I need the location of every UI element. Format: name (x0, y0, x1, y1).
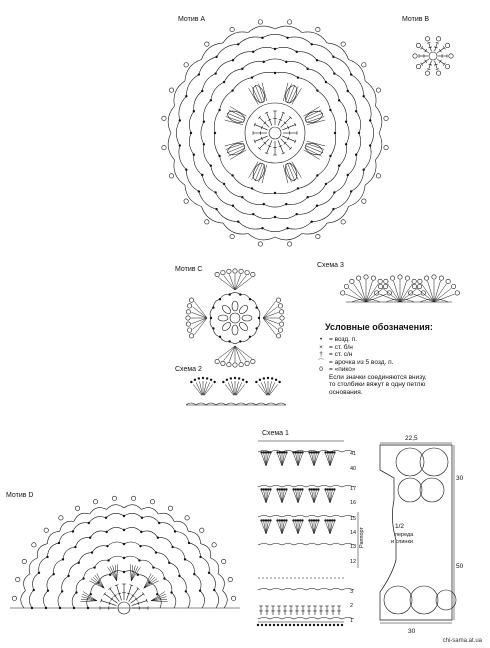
motif-placement (436, 590, 456, 610)
rapport-label: Раппорт (359, 526, 365, 548)
row-number: 13 (350, 544, 357, 550)
motif-b-label: Мотив В (402, 16, 430, 23)
pattern-label-2: и спинки (391, 539, 413, 545)
row-number: 17 (350, 486, 357, 492)
double-crochet-icon: † (319, 351, 323, 358)
motif-placement (410, 586, 438, 614)
motif-placement (420, 478, 444, 502)
pattern-label-1: переда (395, 532, 414, 538)
arch-icon: ⌒ (317, 358, 325, 366)
row-number: 1 (350, 618, 354, 624)
dim-upper: 30 (456, 475, 464, 482)
motif-placement (398, 478, 422, 502)
chain-icon: • (319, 336, 323, 343)
dim-lower: 50 (456, 563, 464, 570)
dim-bottom: 30 (408, 628, 416, 635)
row-number: 16 (350, 500, 357, 506)
scheme-2-label: Схема 2 (175, 366, 202, 373)
motif-c-label: Мотив С (175, 266, 203, 273)
row-number: 12 (350, 559, 357, 565)
row-number: 41 (350, 451, 357, 457)
legend-item: 0 = «пико» (316, 366, 486, 374)
legend-note-3: основания. (329, 388, 363, 396)
watermark: chi-sama.at.ua (442, 638, 482, 644)
legend-title: Условные обозначения: (325, 322, 433, 332)
legend-item: ⌒ = арочка из 5 возд. п. (317, 358, 394, 366)
row-number: 3 (350, 589, 354, 595)
pattern-fraction: 1/2 (395, 523, 405, 530)
motif-d-label: Мотив D (6, 492, 34, 499)
legend-item: • = возд. п. (316, 336, 486, 344)
pattern-outline (380, 445, 452, 620)
row-number: 2 (350, 603, 354, 609)
motif-a-label: Мотив А (178, 16, 206, 23)
legend-item: † = ст. с/н (316, 351, 486, 359)
scheme-1-label: Схема 1 (262, 430, 289, 437)
row-number: 14 (350, 530, 357, 536)
row-number: 40 (350, 466, 357, 472)
legend (316, 336, 486, 396)
motif-placement (384, 586, 412, 614)
single-crochet-icon: × (319, 343, 323, 351)
legend-note-2: то столбики вяжут в одну петлю (329, 381, 426, 388)
row-number: 15 (350, 516, 357, 522)
picot-icon: 0 (319, 366, 323, 373)
dim-top: 22,5 (405, 435, 418, 442)
scheme-3-label: Схема 3 (317, 262, 344, 269)
legend-note-1: Если значки соединяются внизу, (329, 373, 427, 381)
legend-item: × = ст. б/н (316, 344, 486, 352)
